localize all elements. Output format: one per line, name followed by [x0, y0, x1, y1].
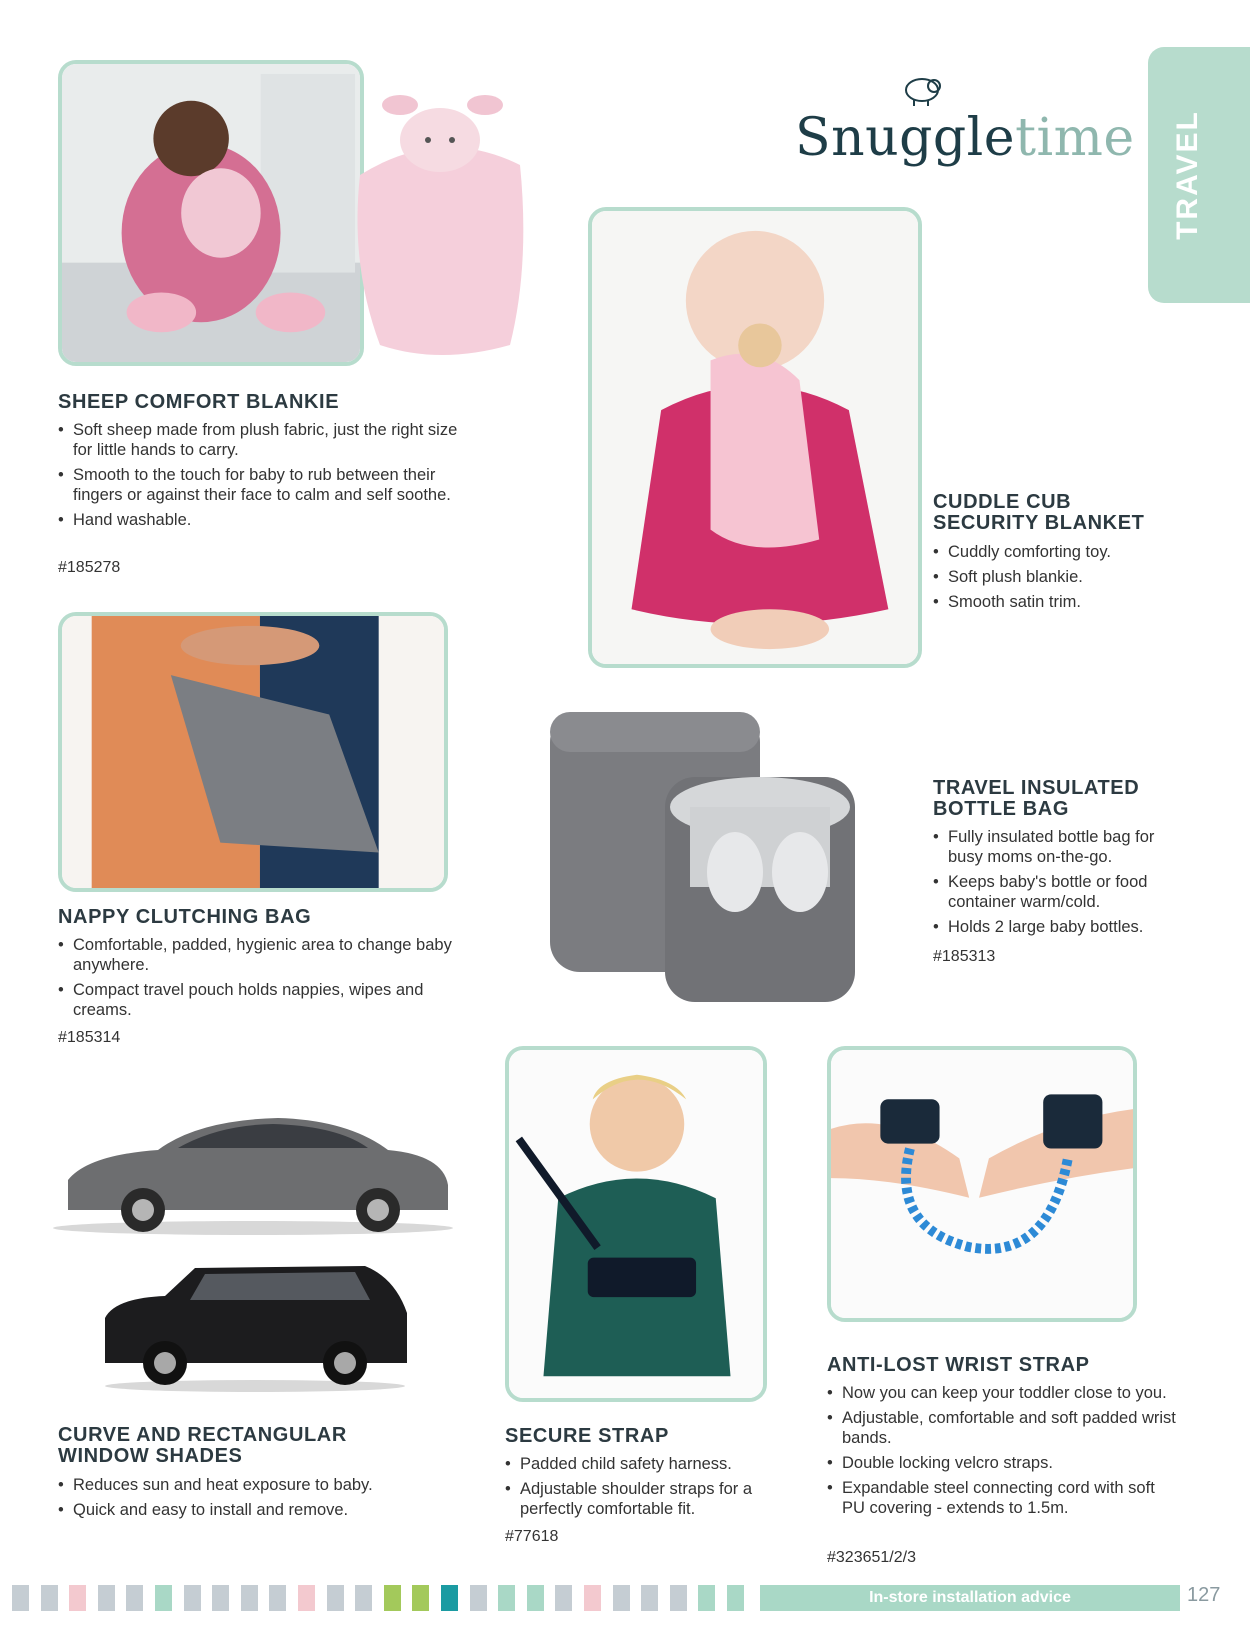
brand-name-light: time	[1015, 108, 1135, 168]
page-number: 127	[1187, 1584, 1221, 1606]
wrist-strap-photo	[827, 1046, 1137, 1322]
installation-banner: In-store installation advice	[760, 1585, 1180, 1611]
suv-car-image	[95, 1258, 415, 1393]
sedan-car-image	[48, 1100, 458, 1235]
bottle-bag-title	[933, 778, 1139, 820]
footer-square	[584, 1585, 601, 1611]
footer-square	[698, 1585, 715, 1611]
cuddle-cub-title-line2: SECURITY BLANKET	[933, 512, 1145, 534]
cuddle-cub-title	[933, 492, 1144, 534]
footer-square	[155, 1585, 172, 1611]
list-item: • Padded child safety harness.	[505, 1454, 775, 1474]
list-item: • Expandable steel connecting cord with soft PU covering - extends to 1.5m.	[827, 1478, 1177, 1518]
cuddle-cub-title-line1: CUDDLE CUB	[933, 491, 1072, 513]
nappy-bag-title: NAPPY CLUTCHING BAG	[58, 906, 312, 928]
sheep-blankie-title: SHEEP COMFORT BLANKIE	[58, 391, 340, 413]
footer-square	[41, 1585, 58, 1611]
sheep-logo-icon	[900, 68, 944, 108]
sheep-blankie-product-image	[340, 65, 540, 365]
nappy-bag-bullets	[58, 935, 458, 1025]
wrist-strap-title: ANTI-LOST WRIST STRAP	[827, 1354, 1090, 1376]
list-item: • Fully insulated bottle bag for busy moms on-the-go.	[933, 827, 1193, 867]
list-item: • Smooth to the touch for baby to rub between their fingers or against their face to calm and self soothe.	[58, 465, 458, 505]
window-shades-title-line2: WINDOW SHADES	[58, 1445, 243, 1467]
cuddle-cub-bullets	[933, 542, 1233, 617]
wrist-strap-code: #323651/2/3	[827, 1549, 916, 1566]
sheep-blankie-code: #185278	[58, 559, 121, 576]
footer-square	[384, 1585, 401, 1611]
secure-strap-bullets	[505, 1454, 775, 1524]
secure-strap-title: SECURE STRAP	[505, 1425, 669, 1447]
footer-square	[613, 1585, 630, 1611]
list-item: • Reduces sun and heat exposure to baby.	[58, 1475, 478, 1495]
window-shades-title	[58, 1425, 347, 1467]
list-item: • Soft plush blankie.	[933, 567, 1233, 587]
wrist-strap-bullets	[827, 1383, 1177, 1523]
footer-square	[69, 1585, 86, 1611]
list-item: • Smooth satin trim.	[933, 592, 1233, 612]
list-item: • Holds 2 large baby bottles.	[933, 917, 1193, 937]
cuddle-cub-photo	[588, 207, 922, 668]
section-tab-label: TRAVEL	[1171, 110, 1204, 240]
footer-square	[298, 1585, 315, 1611]
footer-square	[355, 1585, 372, 1611]
footer-square	[126, 1585, 143, 1611]
bottle-bag-code: #185313	[933, 948, 996, 965]
footer-square	[212, 1585, 229, 1611]
secure-strap-photo	[505, 1046, 767, 1402]
list-item: • Keeps baby's bottle or food container warm/cold.	[933, 872, 1193, 912]
list-item: • Compact travel pouch holds nappies, wipes and creams.	[58, 980, 458, 1020]
list-item: • Adjustable, comfortable and soft padded wrist bands.	[827, 1408, 1177, 1448]
window-shades-bullets	[58, 1475, 478, 1525]
footer-square	[555, 1585, 572, 1611]
list-item: • Adjustable shoulder straps for a perfectly comfortable fit.	[505, 1479, 775, 1519]
footer-square	[641, 1585, 658, 1611]
footer-square	[269, 1585, 286, 1611]
footer-square	[727, 1585, 744, 1611]
bottle-bag-bullets	[933, 827, 1193, 942]
nappy-bag-photo	[58, 612, 448, 892]
footer-square	[12, 1585, 29, 1611]
footer-square	[98, 1585, 115, 1611]
secure-strap-code: #77618	[505, 1528, 559, 1545]
footer-square	[470, 1585, 487, 1611]
list-item: • Quick and easy to install and remove.	[58, 1500, 478, 1520]
brand-name-bold: Snuggle	[795, 108, 1016, 168]
footer-square	[327, 1585, 344, 1611]
footer-square	[670, 1585, 687, 1611]
window-shades-title-line1: CURVE AND RECTANGULAR	[58, 1424, 347, 1446]
footer-square	[241, 1585, 258, 1611]
list-item: • Comfortable, padded, hygienic area to change baby anywhere.	[58, 935, 458, 975]
footer-square	[184, 1585, 201, 1611]
footer-square	[412, 1585, 429, 1611]
bottle-bag-title-line1: TRAVEL INSULATED	[933, 777, 1140, 799]
footer-square	[498, 1585, 515, 1611]
nappy-bag-code: #185314	[58, 1029, 121, 1046]
list-item: • Hand washable.	[58, 510, 458, 530]
list-item: • Cuddly comforting toy.	[933, 542, 1233, 562]
sheep-blankie-photo	[58, 60, 364, 366]
list-item: • Now you can keep your toddler close to you.	[827, 1383, 1177, 1403]
bottle-bag-image	[540, 697, 900, 1005]
footer-square	[441, 1585, 458, 1611]
footer-square	[527, 1585, 544, 1611]
sheep-blankie-bullets	[58, 420, 458, 535]
section-tab	[1148, 47, 1250, 303]
brand-logo	[795, 108, 1135, 168]
list-item: • Soft sheep made from plush fabric, just the right size for little hands to carry.	[58, 420, 458, 460]
list-item: • Double locking velcro straps.	[827, 1453, 1177, 1473]
bottle-bag-title-line2: BOTTLE BAG	[933, 798, 1069, 820]
